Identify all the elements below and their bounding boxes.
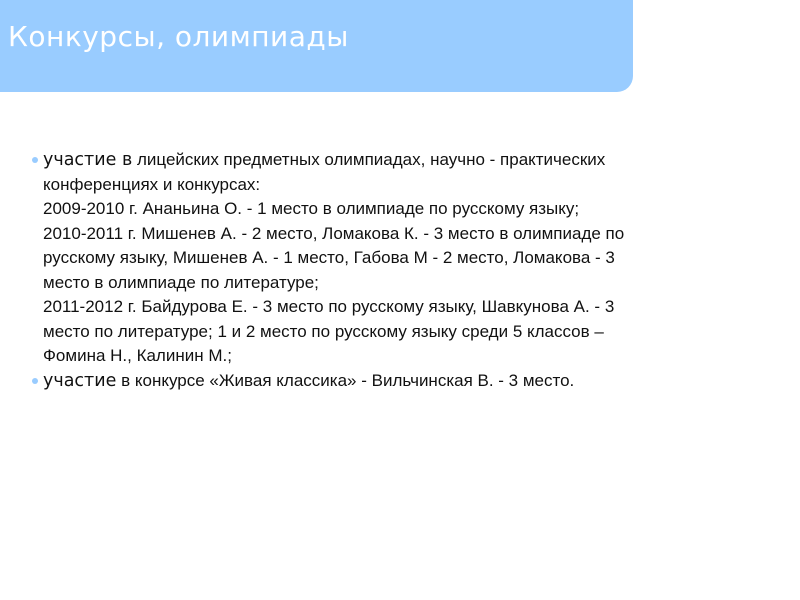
content-body: [30, 148, 750, 393]
bullet-icon: [32, 378, 38, 384]
bullet-line: конференциях и конкурсах:: [43, 174, 261, 194]
bullet-lead: участие в: [43, 150, 133, 170]
bullet-line: место по литературе; 1 и 2 место по русскому языку среди 5 классов –: [43, 321, 604, 341]
bullet-lead: участие: [43, 370, 117, 391]
bullet-line: [43, 148, 750, 173]
bullet-line: Фомина Н., Калинин М.;: [43, 346, 232, 365]
bullet-line: [43, 369, 750, 394]
bullet-line: 2010-2011 г. Мишенев А. - 2 место, Ломакова К. - 3 место в олимпиаде по: [43, 223, 625, 243]
bullet-line: 2009-2010 г. Ананьина О. - 1 место в олимпиаде по русскому языку;: [43, 199, 580, 218]
bullet-line: место в олимпиаде по литературе;: [43, 272, 319, 292]
list-item: [30, 148, 750, 369]
page-title: Конкурсы, олимпиады: [8, 20, 349, 53]
bullet-line: русскому языку, Мишенев А. - 1 место, Габова М - 2 место, Ломакова - 3: [43, 248, 615, 267]
bullet-line: 2011-2012 г. Байдурова Е. - 3 место по русскому языку, Шавкунова А. - 3: [43, 297, 615, 316]
bullet-text: лицейских предметных олимпиадах, научно - практических: [132, 150, 606, 169]
list-item: [30, 369, 750, 394]
bullet-icon: [32, 157, 38, 163]
title-bar: [0, 0, 633, 92]
bullet-text: в конкурсе «Живая классика» - Вильчинская В. - 3 место.: [116, 370, 575, 390]
